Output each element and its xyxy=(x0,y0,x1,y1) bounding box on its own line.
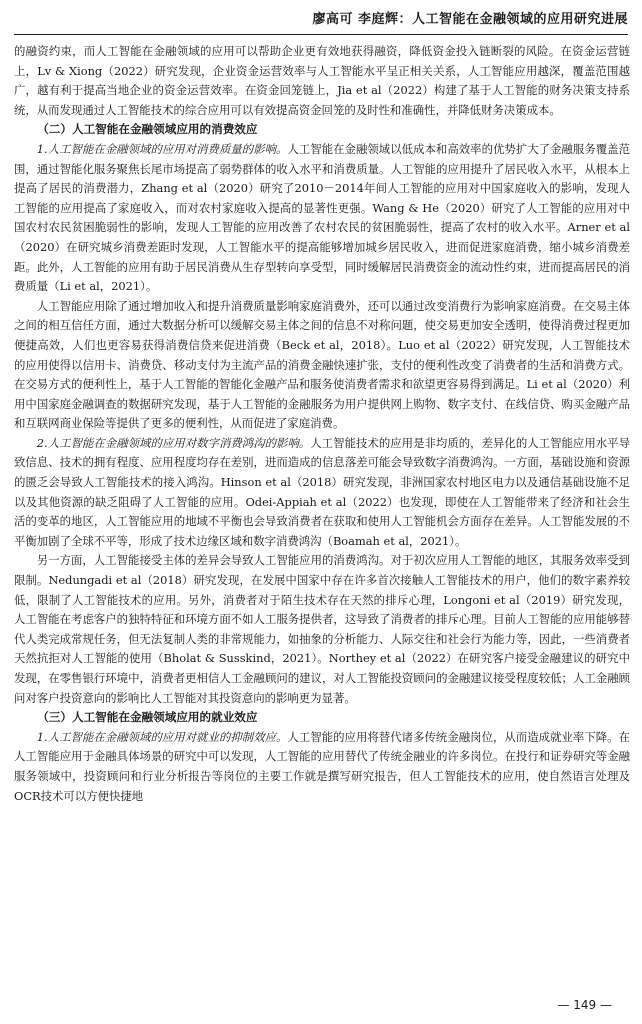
paragraph-consumption-quality xyxy=(14,140,630,297)
paragraph-lead: 1.人工智能在金融领域的应用对就业的抑制效应。 xyxy=(36,729,288,744)
paragraph-text: 人工智能技术的应用是非均质的，差异化的人工智能应用水平导致信息、技术的拥有程度、应用程度均存在差别，进而造成的信息落差可能会导致数字消费鸿沟。一方面，基础设施和资源的匮乏会导致人工智能技术的接入鸿沟。Hinson et al（2018）研究发现，非洲国家农村地区电力以及通信基础设施不足以及其他资源的缺乏阻碍了人工智能的应用。Odei-Appiah et al（2022）也发现，即使在人工智能带来了经济和社会生活的变革的地区，人工智能应用的地域不平衡也会导致消费者在获取和使用人工智能机会方面存在差异。人工智能发展的不平衡加剧了全球不平等，形成了技术边缘区域和数字消费鸿沟（Boamah et al，2021）。 xyxy=(14,435,630,548)
paragraph-acceptance-gap: 另一方面，人工智能接受主体的差异会导致人工智能应用的消费鸿沟。对于初次应用人工智能的地区，其服务效率受到限制。Nedungadi et al（2018）研究发现，在发展中国家中存在许多首次接触人工智能技术的用户，他们的数字素养较低，限制了人工智能技术的应用。另外，消费者对于陌生技术存在天然的排斥心理，Longoni et al（2019）研究发现，人工智能在考虑客户的独特特征和环境方面不如人工服务提供者，这导致了消费者的排斥心理。目前人工智能的应用能够替代人类完成常规任务，但无法复制人类的非常规能力，如抽象的分析能力、人际交往和社会行为能力等，因此，一些消费者天然抗拒对人工智能的使用（Bholat & Susskind，2021）。Northey et al（2022）在研究客户接受金融建议的研究中发现，在零售银行环境中，消费者更相信人工金融顾问的建议，对人工智能投资顾问的金融建议接受程度较低；人工金融顾问对客户投资意向的影响比人工智能对其投资意向的影响更为显著。 xyxy=(14,553,630,705)
article-body xyxy=(14,42,630,806)
paragraph-digital-divide xyxy=(14,434,630,552)
section-heading-employment: （三）人工智能在金融领域应用的就业效应 xyxy=(37,710,258,725)
paragraph-text: 人工智能在金融领域以低成本和高效率的优势扩大了金融服务覆盖范围，通过智能化服务聚焦长尾市场提高了弱势群体的收入水平和消费质量。人工智能的应用提升了居民收入水平，从根本上提高了居民的消费潜力，Zhang et al（2020）研究了2010－2014年间人工智能的应用对中国家庭收入的影响，发现人工智能的应用提高了家庭收入，而对农村家庭收入提高的显著性更强。Wang & He（2020）研究了人工智能的应用对中国农村农民贫困脆弱性的影响，发现人工智能的应用改善了农村农民的贫困脆弱性，提高了农村的收入水平。Arner et al（2020）在研究城乡消费差距时发现，人工智能水平的提高能够增加城乡居民收入，进而促进家庭消费，缩小城乡消费差距。此外，人工智能的应用有助于居民消费从生存型转向享受型，同时缓解居民消费资金的流动性约束，进而提高居民的消费质量（Li et al，2021）。 xyxy=(14,141,630,294)
header-authors-title: 廖高可 李庭辉：人工智能在金融领域的应用研究进展 xyxy=(312,12,628,27)
paragraph-lead: 2.人工智能在金融领域的应用对数字消费鸿沟的影响。 xyxy=(36,435,311,450)
paragraph-lead: 1.人工智能在金融领域的应用对消费质量的影响。 xyxy=(36,141,288,156)
paragraph-continued: 的融资约束，而人工智能在金融领域的应用可以帮助企业更有效地获得融资，降低资金投入链断裂的风险。在资金运营链上，Lv & Xiong（2022）研究发现，企业资金运营效率与人工智能水平呈正相关关系，人工智能应用越深，覆盖范围越广，越有利于提高当地企业的资金运营效率。在资金回笼链上，Jia et al（2022）构建了基于人工智能的财务决策支持系统，从而发现通过人工智能技术的综合应用可以有效提高资金回笼的及时性和准确性，并降低财务决策成本。 xyxy=(14,44,630,117)
page-number: — 149 — xyxy=(557,998,612,1012)
section-heading-consumption: （二）人工智能在金融领域应用的消费效应 xyxy=(37,122,258,137)
running-header xyxy=(14,8,628,35)
paragraph-employment-effect xyxy=(14,728,630,806)
paragraph-text: 人工智能的应用将替代诸多传统金融岗位，从而造成就业率下降。在人工智能应用于金融具体场景的研究中可以发现，人工智能的应用替代了传统金融业的许多岗位。在投行和证券研究等金融服务领域中，投资顾问和行业分析报告等岗位的主要工作就是撰写研究报告，但人工智能技术的应用，使自然语言处理及OCR技术可以方便快捷地 xyxy=(14,729,630,803)
paragraph-consumption-behavior: 人工智能应用除了通过增加收入和提升消费质量影响家庭消费外，还可以通过改变消费行为影响家庭消费。在交易主体之间的相互信任方面，通过大数据分析可以缓解交易主体之间的信息不对称问题，使交易更加安全透明，使得消费过程更加便捷高效，人们也更容易获得消费信贷来促进消费（Beck et al，2018）。Luo et al（2022）研究发现，人工智能技术的应用使得以信用卡、消费贷、移动支付为主流产品的消费金融快速扩张，支付的便利性改变了消费者的生活和消费方式。在交易方式的便利性上，基于人工智能的智能化金融产品和服务使消费者需求和欲望更容易得到满足。Li et al（2020）利用中国家庭金融调查的数据研究发现，基于人工智能的金融服务为用户提供网上购物、数字支付、在线信贷、购买金融产品和互联网商业保险等提供了更多的便利性，从而促进了家庭消费。 xyxy=(14,298,630,431)
